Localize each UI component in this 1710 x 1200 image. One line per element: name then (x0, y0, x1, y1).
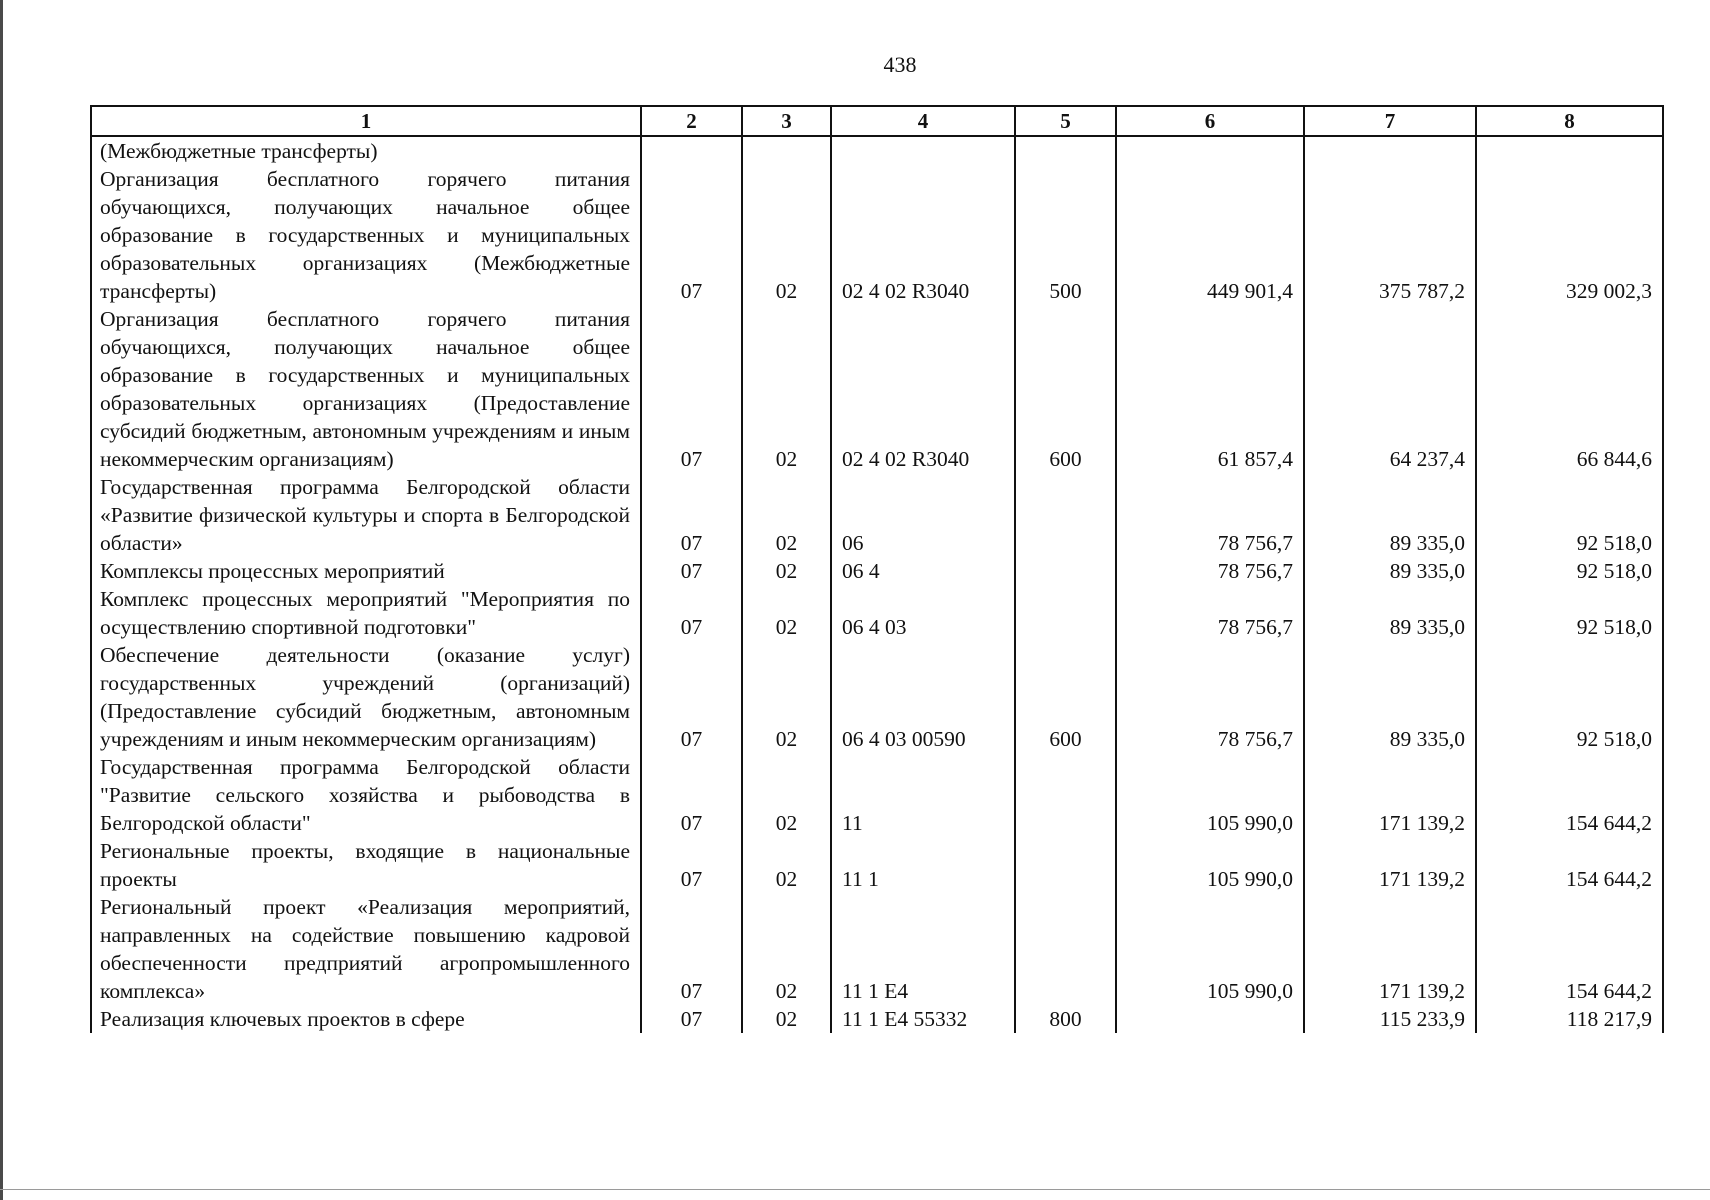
table-row (91, 305, 1663, 473)
table-row (91, 837, 1663, 893)
subsection-code: 02 (742, 305, 831, 473)
subsection-code: 02 (742, 753, 831, 837)
amount-col-7: 89 335,0 (1304, 473, 1476, 557)
subsection-code: 02 (742, 473, 831, 557)
column-header-1: 1 (91, 106, 641, 136)
target-article-code: 11 (831, 753, 1015, 837)
expense-type-code (1015, 585, 1116, 641)
expense-type-code (1015, 473, 1116, 557)
column-header-6: 6 (1116, 106, 1304, 136)
amount-col-7: 171 139,2 (1304, 753, 1476, 837)
amount-col-6: 105 990,0 (1116, 837, 1304, 893)
scan-edge (0, 0, 3, 1200)
amount-col-8: 92 518,0 (1476, 641, 1663, 753)
column-header-7: 7 (1304, 106, 1476, 136)
amount-col-8: 154 644,2 (1476, 837, 1663, 893)
subsection-code: 02 (742, 893, 831, 1005)
target-article-code: 06 (831, 473, 1015, 557)
target-article-code: 11 1 E4 55332 (831, 1005, 1015, 1033)
scan-bottom-line (0, 1189, 1710, 1190)
expense-type-code: 600 (1015, 641, 1116, 753)
amount-col-6: 78 756,7 (1116, 585, 1304, 641)
amount-col-7: 375 787,2 (1304, 165, 1476, 305)
subsection-code (742, 136, 831, 165)
section-code: 07 (641, 585, 742, 641)
target-article-code: 11 1 (831, 837, 1015, 893)
row-description: Комплекс процессных мероприятий "Мероприятия по осуществлению спортивной подготовки" (91, 585, 641, 641)
amount-col-6: 78 756,7 (1116, 641, 1304, 753)
amount-col-8: 154 644,2 (1476, 753, 1663, 837)
table-row (91, 1005, 1663, 1033)
expense-type-code (1015, 557, 1116, 585)
amount-col-6 (1116, 1005, 1304, 1033)
row-description: Государственная программа Белгородской области "Развитие сельского хозяйства и рыбоводства в Белгородской области" (91, 753, 641, 837)
target-article-code: 02 4 02 R3040 (831, 165, 1015, 305)
subsection-code: 02 (742, 557, 831, 585)
amount-col-6: 105 990,0 (1116, 893, 1304, 1005)
row-description: Государственная программа Белгородской области «Развитие физической культуры и спорта в Белгородской области» (91, 473, 641, 557)
expense-type-code (1015, 837, 1116, 893)
section-code: 07 (641, 753, 742, 837)
table-row (91, 557, 1663, 585)
amount-col-8: 92 518,0 (1476, 557, 1663, 585)
subsection-code: 02 (742, 1005, 831, 1033)
target-article-code: 06 4 03 00590 (831, 641, 1015, 753)
column-header-8: 8 (1476, 106, 1663, 136)
header-row (91, 106, 1663, 136)
amount-col-7: 64 237,4 (1304, 305, 1476, 473)
column-header-3: 3 (742, 106, 831, 136)
amount-col-8: 92 518,0 (1476, 585, 1663, 641)
section-code: 07 (641, 165, 742, 305)
expense-type-code (1015, 136, 1116, 165)
target-article-code: 02 4 02 R3040 (831, 305, 1015, 473)
section-code: 07 (641, 557, 742, 585)
page-number: 438 (883, 52, 917, 77)
amount-col-7: 89 335,0 (1304, 557, 1476, 585)
row-description: Организация бесплатного горячего питания обучающихся, получающих начальное общее образование в государственных и муниципальных образовательных организациях (Межбюджетные трансферты) (91, 165, 641, 305)
amount-col-8: 154 644,2 (1476, 893, 1663, 1005)
expense-type-code: 800 (1015, 1005, 1116, 1033)
column-header-5: 5 (1015, 106, 1116, 136)
section-code: 07 (641, 837, 742, 893)
section-code: 07 (641, 473, 742, 557)
amount-col-6: 61 857,4 (1116, 305, 1304, 473)
amount-col-7 (1304, 136, 1476, 165)
table-row (91, 641, 1663, 753)
table-row (91, 473, 1663, 557)
column-header-2: 2 (641, 106, 742, 136)
table-row (91, 165, 1663, 305)
expense-type-code (1015, 753, 1116, 837)
amount-col-7: 89 335,0 (1304, 641, 1476, 753)
table-row (91, 585, 1663, 641)
amount-col-8: 92 518,0 (1476, 473, 1663, 557)
section-code: 07 (641, 305, 742, 473)
amount-col-7: 171 139,2 (1304, 893, 1476, 1005)
subsection-code: 02 (742, 165, 831, 305)
amount-col-6: 78 756,7 (1116, 473, 1304, 557)
subsection-code: 02 (742, 641, 831, 753)
row-description: (Межбюджетные трансферты) (91, 136, 641, 165)
table-row (91, 136, 1663, 165)
expense-type-code: 600 (1015, 305, 1116, 473)
row-description: Организация бесплатного горячего питания обучающихся, получающих начальное общее образование в государственных и муниципальных образовательных организациях (Предоставление субсидий бюджетным, автономным учреждениям и иным некоммерческим организациям) (91, 305, 641, 473)
row-description: Комплексы процессных мероприятий (91, 557, 641, 585)
subsection-code: 02 (742, 837, 831, 893)
table-row (91, 893, 1663, 1005)
column-header-4: 4 (831, 106, 1015, 136)
row-description: Реализация ключевых проектов в сфере (91, 1005, 641, 1033)
subsection-code: 02 (742, 585, 831, 641)
amount-col-7: 89 335,0 (1304, 585, 1476, 641)
target-article-code: 06 4 03 (831, 585, 1015, 641)
target-article-code: 11 1 E4 (831, 893, 1015, 1005)
target-article-code: 06 4 (831, 557, 1015, 585)
expense-type-code: 500 (1015, 165, 1116, 305)
section-code: 07 (641, 641, 742, 753)
section-code: 07 (641, 1005, 742, 1033)
amount-col-6: 105 990,0 (1116, 753, 1304, 837)
amount-col-6 (1116, 136, 1304, 165)
amount-col-8: 66 844,6 (1476, 305, 1663, 473)
budget-table (90, 105, 1664, 1033)
amount-col-6: 78 756,7 (1116, 557, 1304, 585)
expense-type-code (1015, 893, 1116, 1005)
amount-col-7: 115 233,9 (1304, 1005, 1476, 1033)
section-code (641, 136, 742, 165)
row-description: Региональные проекты, входящие в национальные проекты (91, 837, 641, 893)
amount-col-6: 449 901,4 (1116, 165, 1304, 305)
section-code: 07 (641, 893, 742, 1005)
amount-col-8 (1476, 136, 1663, 165)
row-description: Обеспечение деятельности (оказание услуг) государственных учреждений (организаций) (Предоставление субсидий бюджетным, автономным учреждениям и иным некоммерческим организациям) (91, 641, 641, 753)
amount-col-7: 171 139,2 (1304, 837, 1476, 893)
target-article-code (831, 136, 1015, 165)
row-description: Региональный проект «Реализация мероприятий, направленных на содействие повышению кадровой обеспеченности предприятий агропромышленного комплекса» (91, 893, 641, 1005)
amount-col-8: 329 002,3 (1476, 165, 1663, 305)
table-row (91, 753, 1663, 837)
amount-col-8: 118 217,9 (1476, 1005, 1663, 1033)
